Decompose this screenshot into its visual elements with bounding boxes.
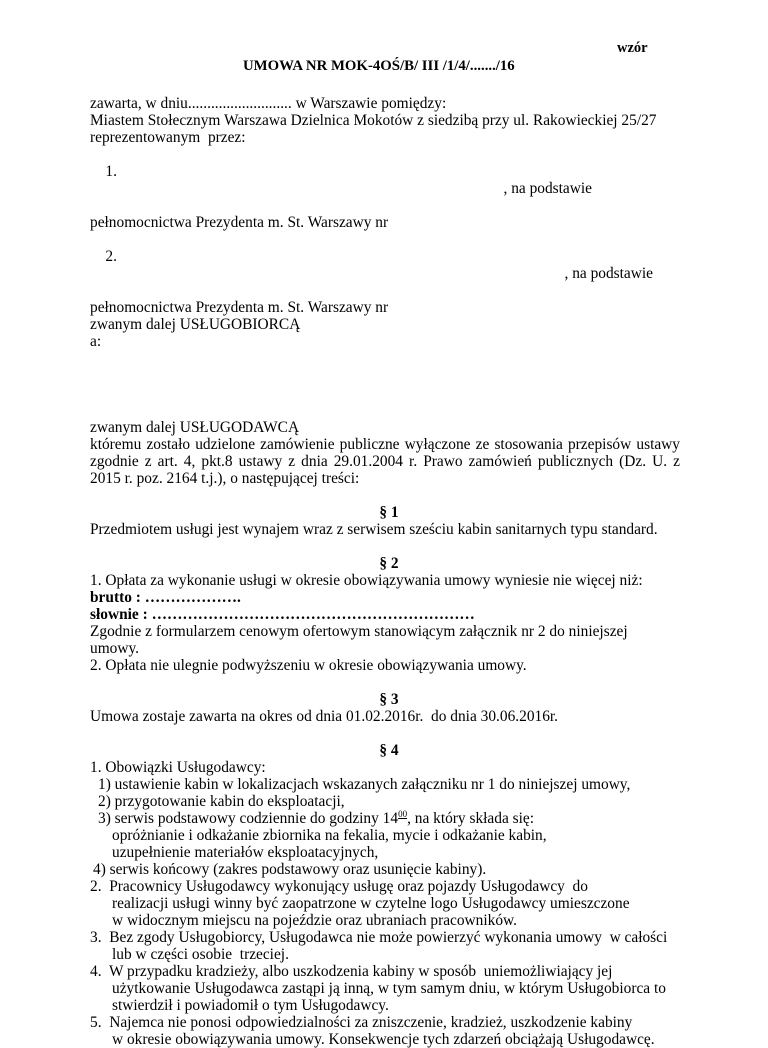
representative-2-number: 2.	[105, 248, 117, 265]
section-4-line: użytkowanie Usługodawca zastąpi ją inną, w tym samym dniu, w którym Usługobiorca to	[112, 980, 666, 997]
section-2-point-2: 2. Opłata nie ulegnie podwyższeniu w okresie obowiązywania umowy.	[90, 657, 527, 674]
section-4-line: 5. Najemca nie ponosi odpowiedzialności za zniszczenie, kradzież, uszkodzenie kabiny	[90, 1014, 633, 1031]
section-4-line: opróżnianie i odkażanie zbiornika na fekalia, mycie i odkażanie kabin,	[112, 827, 547, 844]
section-4-line: w widocznym miejscu na pojeździe oraz ubraniach pracowników.	[112, 912, 517, 929]
section-4-line: 2) przygotowanie kabin do eksploatacji,	[98, 793, 345, 810]
section-2-pricing-line-2: umowy.	[90, 640, 140, 657]
section-4-service-line: 3) serwis podstawowy codziennie do godziny $14^{00}$, na który składa się:	[98, 809, 535, 827]
section-4-line: lub w części osobie trzeciej.	[112, 946, 289, 963]
amount-in-words-field: słownie : ………………………………………………………	[90, 606, 475, 623]
section-1-text: Przedmiotem usługi jest wynajem wraz z serwisem sześciu kabin sanitarnych typu standard.	[90, 521, 658, 538]
contractor-paragraph: któremu zostało udzielone zamówienie publiczne wyłączone ze stosowania przepisów ustawy zgodnie z art. 4, pkt.8 ustawy z dnia 29.01.2004 r. Prawo zamówień publicznych (Dz. U. z 2015 r. poz. 2164 t.j.), o następującej treści:	[90, 436, 680, 487]
hour-superscript: 00	[398, 809, 408, 819]
section-4-line: uzupełnienie materiałów eksploatacyjnych,	[112, 844, 379, 861]
section-3-heading: § 3	[379, 691, 399, 708]
section-4-line: 4) serwis końcowy (zakres podstawowy oraz usunięcie kabiny).	[93, 861, 487, 878]
section-3-text: Umowa zostaje zawarta na okres od dnia 01.02.2016r. do dnia 30.06.2016r.	[90, 708, 559, 725]
representative-1-poa: pełnomocnictwa Prezydenta m. St. Warszawy nr	[90, 214, 389, 231]
gross-amount-field: brutto : ……………….	[90, 589, 241, 606]
intro-date-line: zawarta, w dniu........................... w Warszawie pomiędzy:	[90, 95, 447, 112]
representative-1-number: 1.	[105, 163, 117, 180]
representative-1	[90, 146, 680, 214]
section-1-heading: § 1	[379, 504, 399, 521]
representative-1-basis: , na podstawie	[503, 180, 592, 197]
representative-2-poa: pełnomocnictwa Prezydenta m. St. Warszawy nr	[90, 299, 389, 316]
section-4-line: realizacji usługi winny być zaopatrzone w czytelne logo Usługodawcy umieszczone	[112, 895, 630, 912]
section-4-line: 1. Obowiązki Usługodawcy:	[90, 759, 266, 776]
section-4-line: 4. W przypadku kradzieży, albo uszkodzenia kabiny w sposób uniemożliwiający jej	[90, 963, 613, 980]
section-4-line: stwierdził i powiadomił o tym Usługodawcy.	[112, 997, 389, 1014]
contract-title: UMOWA NR MOK-4OŚ/B/ III /1/4/......./16	[243, 58, 515, 74]
and-label: a:	[90, 333, 102, 350]
section-4-line: 1) ustawienie kabin w lokalizacjach wskazanych załączniku nr 1 do niniejszej umowy,	[98, 776, 631, 793]
section-4-line: 3. Bez zgody Usługobiorcy, Usługodawca nie może powierzyć wykonania umowy w całości	[90, 929, 668, 946]
document-body	[90, 38, 680, 1048]
intro-party-line: Miastem Stołecznym Warszawa Dzielnica Mokotów z siedzibą przy ul. Rakowieckiej 25/27	[90, 112, 657, 129]
client-designation: zwanym dalej USŁUGOBIORCĄ	[90, 316, 301, 333]
section-4-line: w okresie obowiązywania umowy. Konsekwencje tych zdarzeń obciążają Usługodawcę.	[112, 1031, 655, 1048]
section-4-heading: § 4	[379, 742, 399, 759]
section-2-point-1: 1. Opłata za wykonanie usługi w okresie obowiązywania umowy wyniesie nie więcej niż:	[90, 572, 643, 589]
intro-represented-line: reprezentowanym przez:	[90, 129, 246, 146]
section-2-pricing-line: Zgodnie z formularzem cenowym ofertowym stanowiącym załącznik nr 2 do niniejszej	[90, 623, 628, 640]
section-4-line: 2. Pracownicy Usługodawcy wykonujący usługę oraz pojazdy Usługodawcy do	[90, 878, 588, 895]
section-2-heading: § 2	[379, 555, 399, 572]
template-label: wzór	[617, 40, 648, 56]
representative-2	[90, 231, 680, 299]
contractor-designation: zwanym dalej USŁUGODAWCĄ	[90, 419, 300, 436]
representative-2-basis: , na podstawie	[564, 265, 653, 282]
